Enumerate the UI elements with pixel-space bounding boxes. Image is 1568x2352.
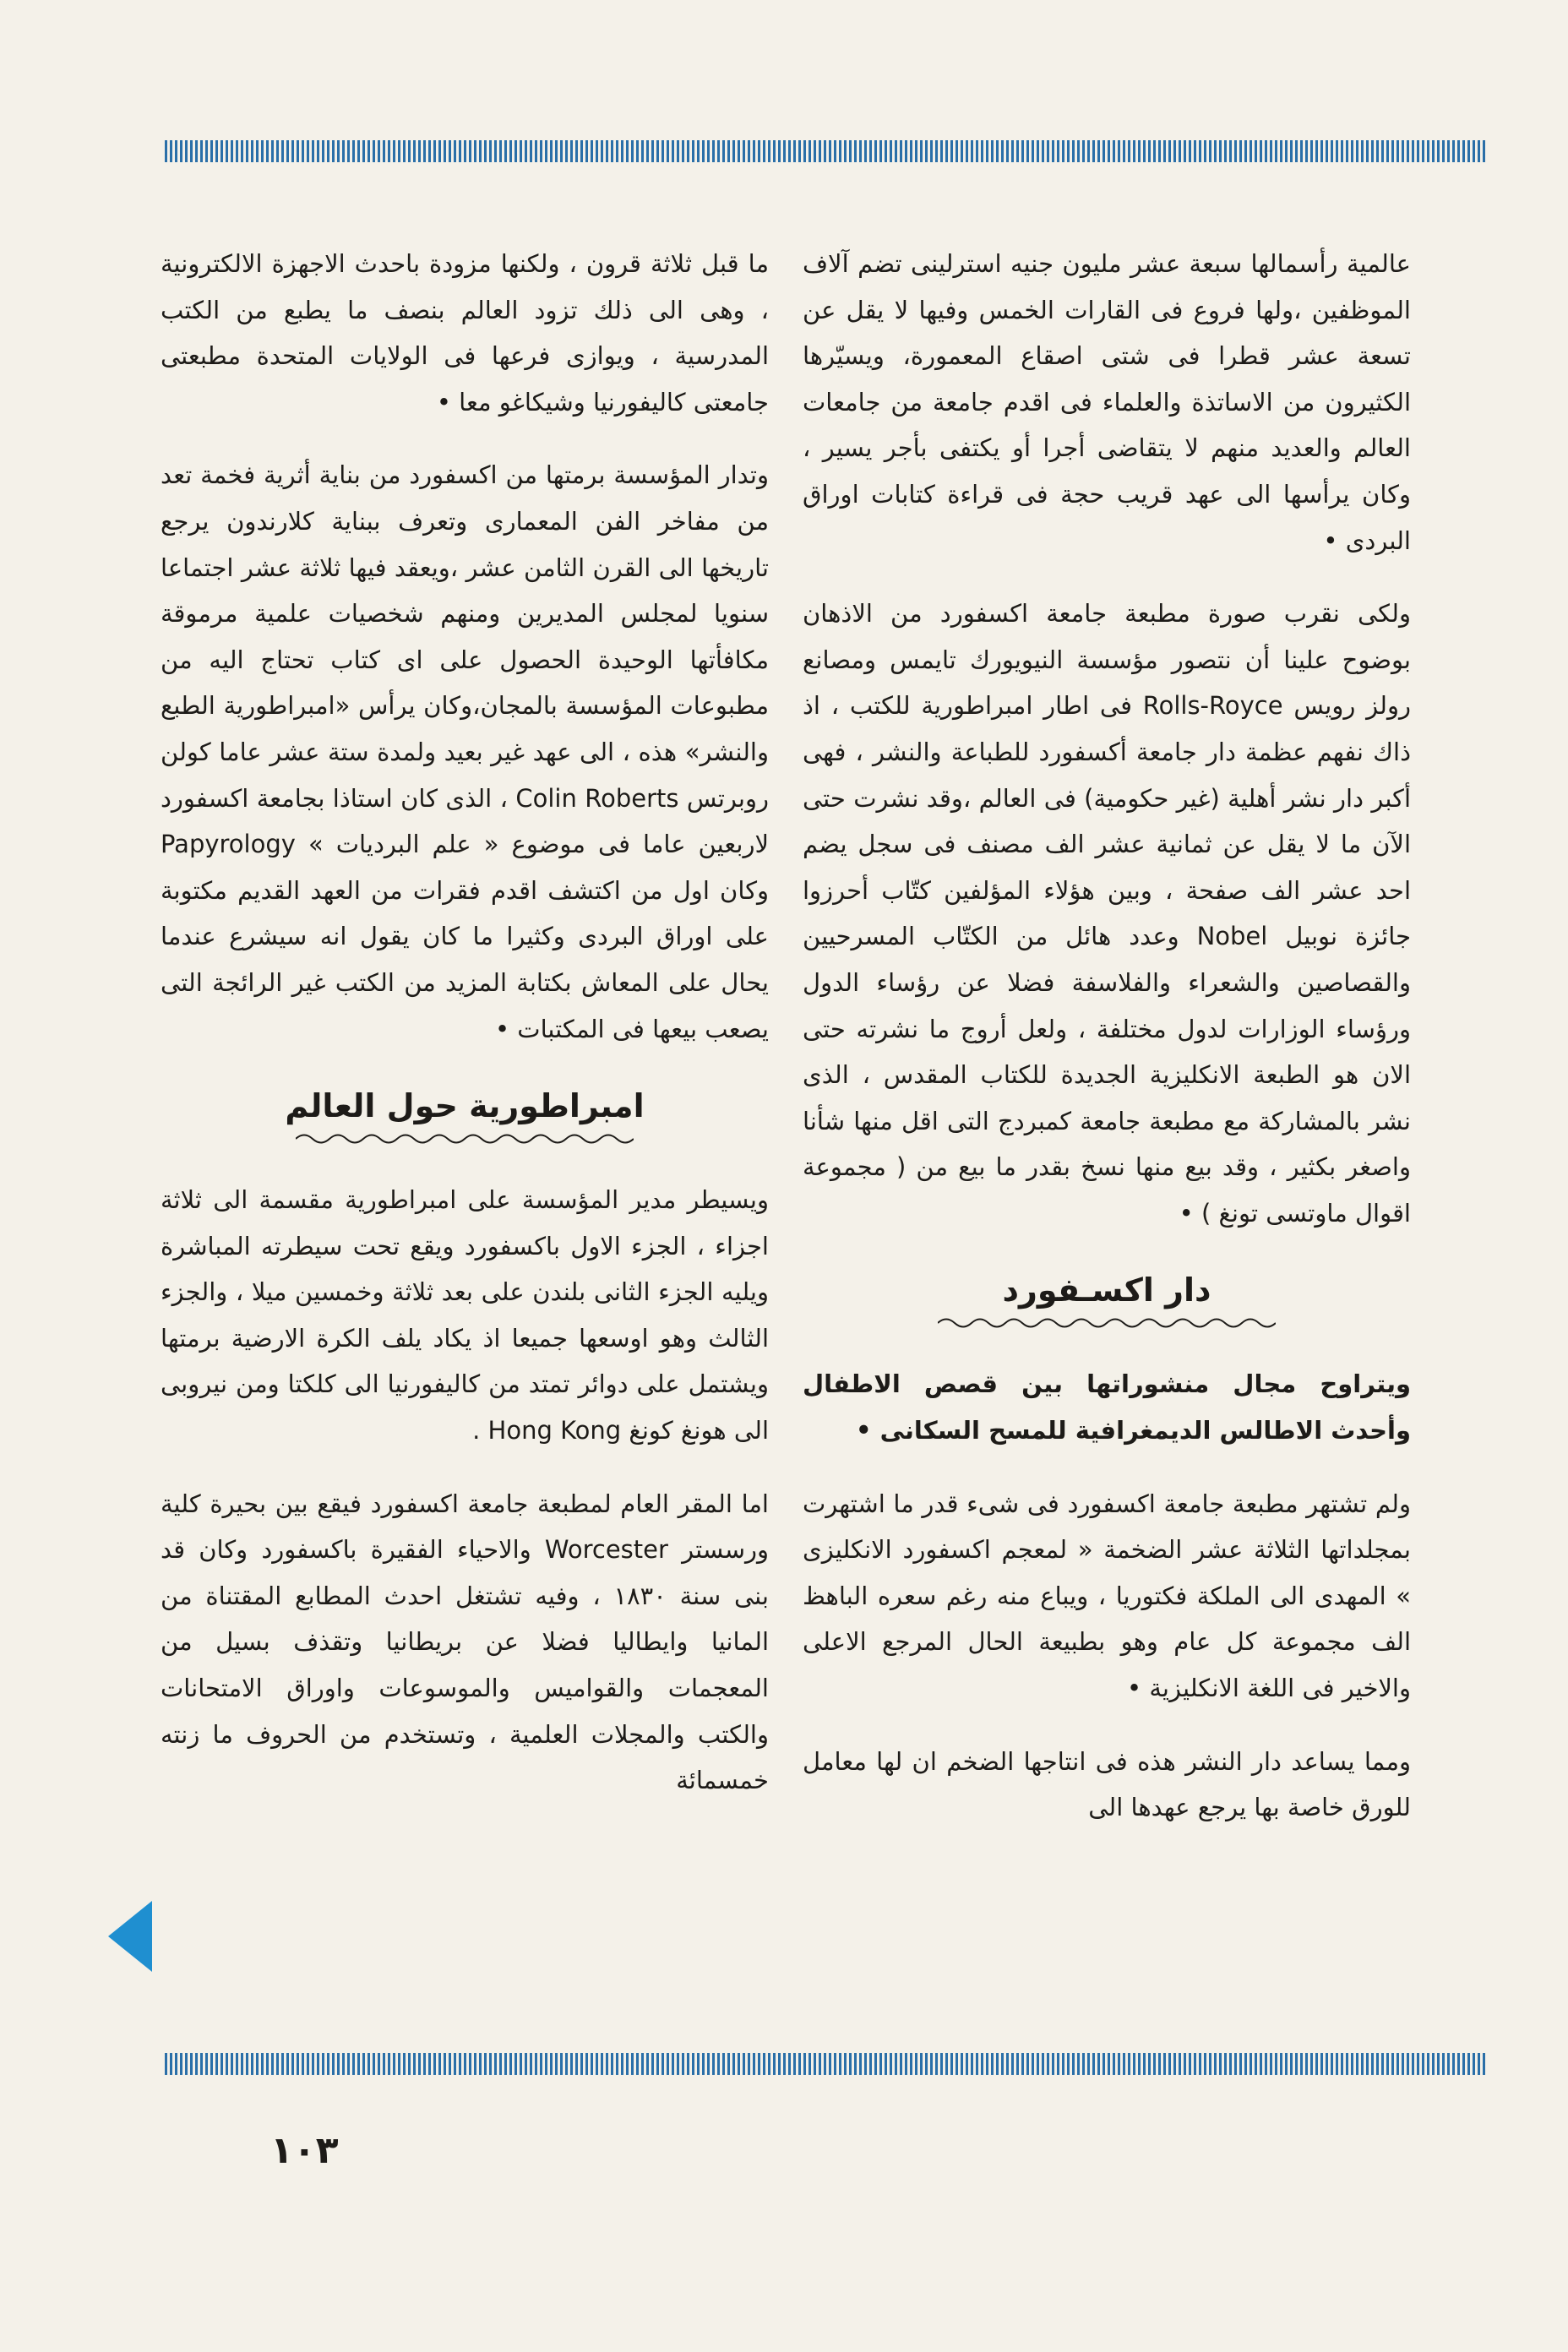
section-heading: امبراطورية حول العالم: [285, 1087, 645, 1125]
paragraph: اما المقر العام لمطبعة جامعة اكسفورد فيقع بين بحيرة كلية ورسستر Worcester والاحياء الفقيرة باكسفورد وكان قد بنى سنة ١٨٣٠ ، وفيه تشتغل احدث المطابع المقتناة من المانيا وايطاليا فضلا عن بريطانيا وتقذف بسيل من المعجمات والقواميس والموسوعات واوراق الامتحانات والكتب والمجلات العلمية ، وتستخدم من الحروف ما زنته خمسمائة: [161, 1489, 770, 1795]
left-column: [161, 241, 769, 1804]
paragraph: ولكى نقرب صورة مطبعة جامعة اكسفورد من الاذهان بوضوح علينا أن نتصور مؤسسة النيويورك تايمس ومصانع رولز رويس Rolls-Royce فى اطار امبراطورية للكتب ، اذ ذاك نفهم عظمة دار جامعة أكسفورد للطباعة والنشر ، فهى أكبر دار نشر أهلية (غير حكومية) فى العالم ،وقد نشرت حتى الآن ما لا يقل عن ثمانية عشر الف مصنف فى سجل يضم احد عشر الف صفحة ، وبين هؤلاء المؤلفين كتّاب أحرزوا جائزة نوبيل Nobel وعدد هائل من الكتّاب المسرحيين والقصاصين والشعراء والفلاسفة فضلا عن رؤساء الدول ورؤساء الوزارات لدول مختلفة ، ولعل أروج ما نشرته حتى الان هو الطبعة الانكليزية الجديدة للكتاب المقدس ، الذى نشر بالمشاركة مع مطبعة جامعة كمبردج التى اقل منها شأنا واصغر بكثير ، وقد بيع منها نسخ بقدر ما بيع من ( مجموعة اقوال ماوتسى تونغ ) •: [803, 599, 1412, 1228]
top-decorative-rule: [165, 140, 1487, 162]
paragraph: عالمية رأسمالها سبعة عشر مليون جنيه استرلينى تضم آلاف الموظفين ،ولها فروع فى القارات الخمس وفيها لا يقل عن تسعة عشر قطرا فى شتى اصقاع المعمورة، ويسيّرها الكثيرون من الاساتذة والعلماء فى اقدم جامعة من جامعات العالم والعديد منهم لا يتقاضى أجرا أو يكتفى بأجر يسير ، وكان يرأسها الى عهد قريب حجة فى قراءة كتابات اوراق البردى •: [803, 249, 1411, 555]
paragraph: ويسيطر مدير المؤسسة على امبراطورية مقسمة الى ثلاثة اجزاء ، الجزء الاول باكسفورد ويقع تحت سيطرته المباشرة ويليه الجزء الثانى بلندن على بعد ثلاثة وخمسين ميلا ، والجزء الثالث وهو اوسعها جميعا اذ يكاد يلف الكرة الارضية برمتها ويشتمل على دوائر تمتد من كاليفورنيا الى كلكتا ومن نيروبى الى هونغ كونغ Hong Kong .: [161, 1185, 769, 1446]
heading-underline: [938, 1315, 1276, 1331]
page-number: ١٠٣: [270, 2129, 339, 2172]
paragraph: ومما يساعد دار النشر هذه فى انتاجها الضخم ان لها معامل للورق خاصة بها يرجع عهدها الى: [803, 1746, 1411, 1822]
section-heading: دار اكسـفورد: [1002, 1271, 1211, 1309]
right-column: [803, 241, 1411, 1831]
paragraph: وتدار المؤسسة برمتها من اكسفورد من بناية أثرية فخمة تعد من مفاخر الفن المعمارى وتعرف ببناية كلارندون يرجع تاريخها الى القرن الثامن عشر ،ويعقد فيها ثلاثة عشر اجتماعا سنويا لمجلس المديرين ومنهم شخصيات علمية مرموقة مكافأتها الوحيدة الحصول على اى كتاب تحتاج اليه من مطبوعات المؤسسة بالمجان،وكان يرأس «امبراطورية الطبع والنشر» هذه ، الى عهد غير بعيد ولمدة ستة عشر عاما كولن روبرتس Colin Roberts ، الذى كان استاذا بجامعة اكسفورد لاربعين عاما فى موضوع « علم البرديات » Papyrology وكان اول من اكتشف اقدم فقرات من العهد القديم مكتوبة على اوراق البردى وكثيرا ما كان يقول انه سيشرع عندما يحال على المعاش بكتابة المزيد من الكتب غير الرائجة التى يصعب بيعها فى المكتبات •: [161, 460, 769, 1043]
paragraph: ولم تشتهر مطبعة جامعة اكسفورد فى شىء قدر ما اشتهرت بمجلداتها الثلاثة عشر الضخمة « لمعجم اكسفورد الانكليزى » المهدى الى الملكة فكتوريا ، ويباع منه رغم سعره الباهظ الف مجموعة كل عام وهو بطبيعة الحال المرجع الاعلى والاخير فى اللغة الانكليزية •: [803, 1489, 1411, 1703]
paragraph: ما قبل ثلاثة قرون ، ولكنها مزودة باحدث الاجهزة الالكترونية ، وهى الى ذلك تزود العالم بنصف ما يطبع من الكتب المدرسية ، ويوازى فرعها فى الولايات المتحدة مطبعتى جامعتى كاليفورنيا وشيكاغو معا •: [161, 249, 769, 416]
bottom-decorative-rule: [165, 2053, 1487, 2075]
heading-underline: [296, 1131, 634, 1146]
left-arrow-marker: [108, 1901, 152, 1972]
paragraph: ويتراوح مجال منشوراتها بين قصص الاطفال وأحدث الاطالس الديمغرافية للمسح السكانى •: [803, 1369, 1411, 1446]
